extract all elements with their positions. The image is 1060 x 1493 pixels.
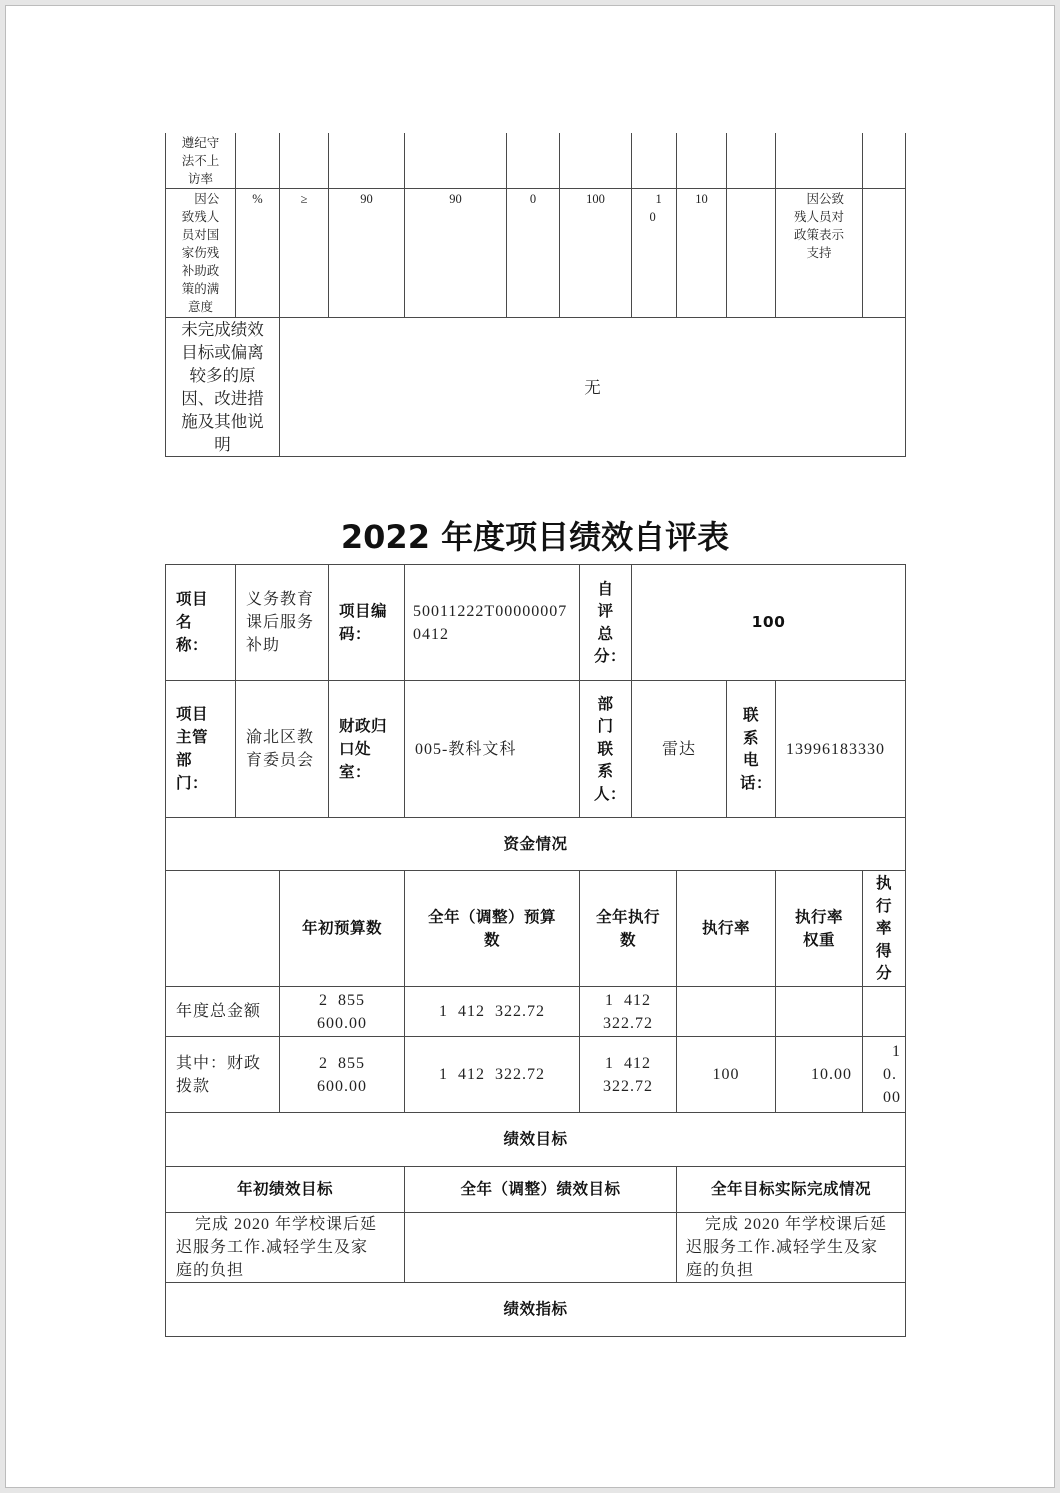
table-cell bbox=[776, 987, 863, 1037]
adjusted-budget-cell: 1 412 322.72 bbox=[405, 1037, 580, 1113]
finance-office-label: 财政归口处室： bbox=[329, 681, 405, 818]
initial-goal-cell: 完成 2020 年学校课后延迟服务工作.减轻学生及家庭的负担 bbox=[166, 1213, 405, 1283]
indicator-table-continued bbox=[165, 133, 906, 457]
page-title: 2022 年度项目绩效自评表 bbox=[340, 518, 730, 556]
execution-rate-cell: 100 bbox=[677, 1037, 776, 1113]
project-name-label: 项目名称： bbox=[166, 565, 236, 681]
value-cell bbox=[632, 189, 677, 318]
column-header: 年初绩效目标 bbox=[166, 1167, 405, 1213]
table-row bbox=[166, 133, 906, 189]
phone-value: 13996183330 bbox=[776, 681, 906, 818]
row-label: 其中：财政拨款 bbox=[166, 1037, 280, 1113]
table-cell bbox=[677, 133, 727, 189]
column-header: 执行率权重 bbox=[776, 871, 863, 987]
table-cell bbox=[329, 133, 405, 189]
evaluation-form-table bbox=[165, 564, 906, 1337]
executed-cell: 1 412 322.72 bbox=[580, 1037, 677, 1113]
adjusted-goal-cell bbox=[405, 1213, 677, 1283]
column-header: 全年执行数 bbox=[580, 871, 677, 987]
department-value: 渝北区教育委员会 bbox=[236, 681, 329, 818]
table-row bbox=[166, 1113, 906, 1167]
table-cell bbox=[727, 189, 776, 318]
initial-budget-cell: 2 855 600.00 bbox=[280, 987, 405, 1037]
self-score-label: 自评总分： bbox=[580, 565, 632, 681]
table-row bbox=[166, 1283, 906, 1337]
table-row bbox=[166, 1213, 906, 1283]
remark-cell: 因公致残人员对政策表示支持 bbox=[776, 189, 863, 318]
project-name-value: 义务教育课后服务补助 bbox=[236, 565, 329, 681]
table-cell bbox=[677, 987, 776, 1037]
executed-cell: 1 412 322.72 bbox=[580, 987, 677, 1037]
table-cell bbox=[560, 133, 632, 189]
score-cell bbox=[863, 1037, 906, 1113]
value-text: 10 bbox=[649, 192, 662, 224]
table-row bbox=[166, 818, 906, 871]
operator-cell: ≥ bbox=[280, 189, 329, 318]
column-header: 全年（调整）绩效目标 bbox=[405, 1167, 677, 1213]
value-cell: 90 bbox=[329, 189, 405, 318]
table-row bbox=[166, 565, 906, 681]
table-cell bbox=[727, 133, 776, 189]
table-header-row bbox=[166, 1167, 906, 1213]
project-code-label: 项目编码： bbox=[329, 565, 405, 681]
adjusted-budget-cell: 1 412 322.72 bbox=[405, 987, 580, 1037]
column-header: 年初预算数 bbox=[280, 871, 405, 987]
self-score-value: 100 bbox=[632, 565, 906, 681]
finance-office-value: 005-教科文科 bbox=[405, 681, 580, 818]
table-cell bbox=[405, 133, 507, 189]
phone-label: 联系电话： bbox=[727, 681, 776, 818]
value-cell: 10 bbox=[677, 189, 727, 318]
table-cell bbox=[166, 871, 280, 987]
column-header: 全年目标实际完成情况 bbox=[677, 1167, 906, 1213]
table-cell bbox=[776, 133, 863, 189]
table-row bbox=[166, 318, 906, 457]
column-header: 执行率 bbox=[677, 871, 776, 987]
table-row bbox=[166, 189, 906, 318]
table-cell bbox=[632, 133, 677, 189]
table-cell bbox=[280, 133, 329, 189]
value-cell: 0 bbox=[507, 189, 560, 318]
notes-label: 未完成绩效目标或偏离较多的原因、改进措施及其他说明 bbox=[166, 318, 280, 457]
contact-label: 部门联系人： bbox=[580, 681, 632, 818]
table-cell bbox=[863, 987, 906, 1037]
goals-section-title: 绩效目标 bbox=[166, 1113, 906, 1167]
notes-value: 无 bbox=[280, 318, 906, 457]
funding-section-title: 资金情况 bbox=[166, 818, 906, 871]
table-header-row bbox=[166, 871, 906, 987]
table-cell bbox=[507, 133, 560, 189]
table-cell bbox=[863, 133, 906, 189]
score-text: 10.00 bbox=[883, 1043, 902, 1106]
indicators-section-title: 绩效指标 bbox=[166, 1283, 906, 1337]
row-label: 年度总金额 bbox=[166, 987, 280, 1037]
indicator-name-cell: 因公致残人员对国家伤残补助政策的满意度 bbox=[166, 189, 236, 318]
weight-cell: 10.00 bbox=[776, 1037, 863, 1113]
contact-value: 雷达 bbox=[632, 681, 727, 818]
actual-completion-cell: 完成 2020 年学校课后延迟服务工作.减轻学生及家庭的负担 bbox=[677, 1213, 906, 1283]
table-row bbox=[166, 681, 906, 818]
column-header: 全年（调整）预算数 bbox=[405, 871, 580, 987]
indicator-name-cell: 遵纪守法不上访率 bbox=[166, 133, 236, 189]
table-row bbox=[166, 1037, 906, 1113]
column-header: 执行率得分 bbox=[863, 871, 906, 987]
table-cell bbox=[236, 133, 280, 189]
department-label: 项目主管部门： bbox=[166, 681, 236, 818]
unit-cell: % bbox=[236, 189, 280, 318]
table-cell bbox=[863, 189, 906, 318]
project-code-value: 50011222T000000070412 bbox=[405, 565, 580, 681]
value-cell: 100 bbox=[560, 189, 632, 318]
initial-budget-cell: 2 855 600.00 bbox=[280, 1037, 405, 1113]
value-cell: 90 bbox=[405, 189, 507, 318]
table-row bbox=[166, 987, 906, 1037]
